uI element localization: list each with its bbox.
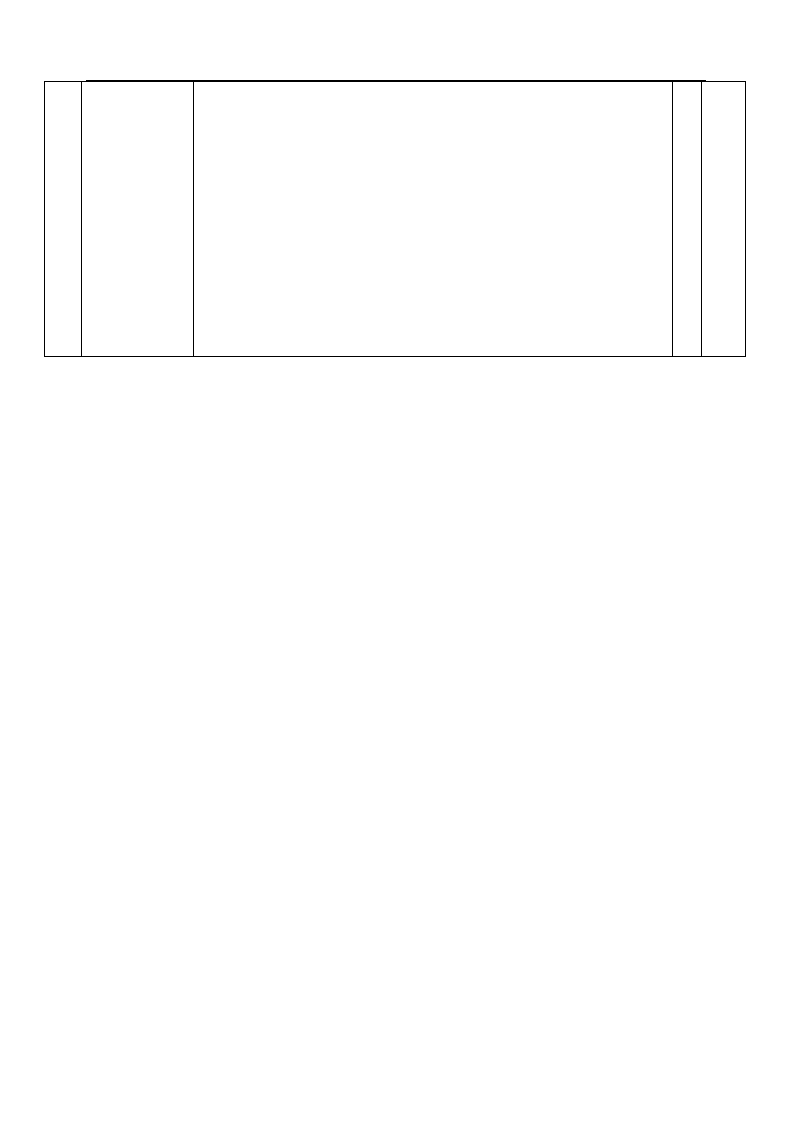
procurement-table (44, 81, 746, 357)
page-header (86, 64, 706, 81)
cell-no (45, 82, 82, 357)
cell-spec (194, 82, 673, 357)
cell-name (82, 82, 194, 357)
cell-unit (673, 82, 702, 357)
cell-qty (702, 82, 746, 357)
table-row-continued (45, 82, 746, 357)
